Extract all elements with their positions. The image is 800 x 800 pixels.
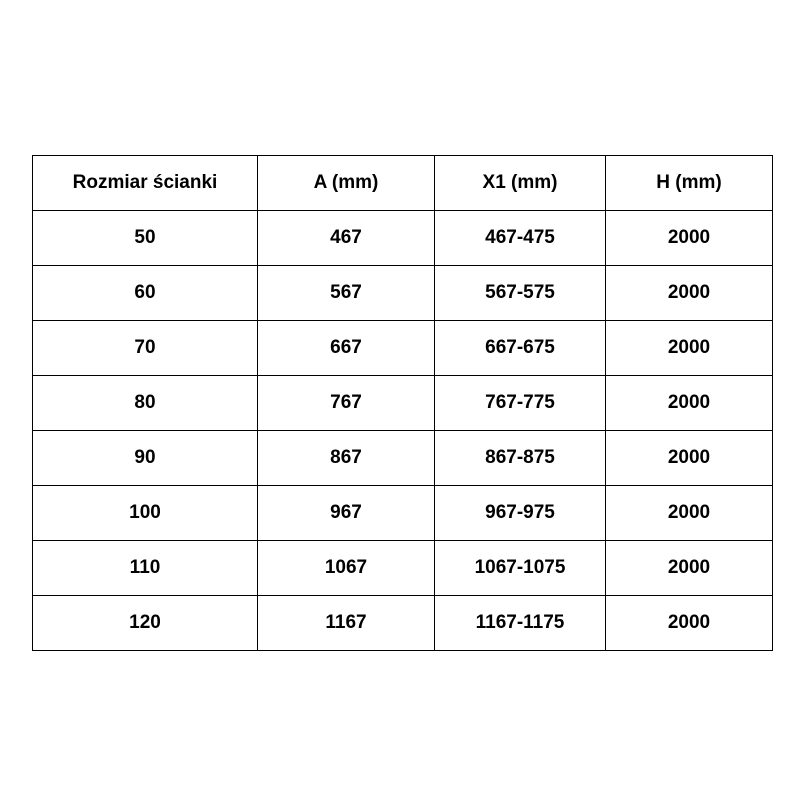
table-row [33, 376, 773, 431]
column-header-a: A (mm) [258, 156, 435, 211]
cell-size: 100 [33, 486, 258, 541]
cell-h: 2000 [606, 596, 773, 651]
cell-a: 867 [258, 431, 435, 486]
cell-x1: 467-475 [435, 211, 606, 266]
column-header-x1: X1 (mm) [435, 156, 606, 211]
cell-h: 2000 [606, 211, 773, 266]
cell-size: 110 [33, 541, 258, 596]
cell-h: 2000 [606, 541, 773, 596]
column-header-size: Rozmiar ścianki [33, 156, 258, 211]
cell-h: 2000 [606, 376, 773, 431]
cell-h: 2000 [606, 266, 773, 321]
table-row [33, 266, 773, 321]
cell-size: 60 [33, 266, 258, 321]
cell-size: 70 [33, 321, 258, 376]
table-header [33, 156, 773, 211]
cell-a: 667 [258, 321, 435, 376]
cell-x1: 1067-1075 [435, 541, 606, 596]
column-header-h: H (mm) [606, 156, 773, 211]
table-row [33, 211, 773, 266]
cell-x1: 967-975 [435, 486, 606, 541]
cell-x1: 667-675 [435, 321, 606, 376]
cell-size: 50 [33, 211, 258, 266]
table-row [33, 431, 773, 486]
cell-a: 467 [258, 211, 435, 266]
table-row [33, 541, 773, 596]
table-header-row [33, 156, 773, 211]
table-row [33, 486, 773, 541]
cell-h: 2000 [606, 431, 773, 486]
cell-h: 2000 [606, 321, 773, 376]
cell-x1: 1167-1175 [435, 596, 606, 651]
table-row [33, 596, 773, 651]
cell-size: 80 [33, 376, 258, 431]
cell-x1: 867-875 [435, 431, 606, 486]
cell-a: 967 [258, 486, 435, 541]
cell-a: 567 [258, 266, 435, 321]
cell-a: 767 [258, 376, 435, 431]
cell-x1: 567-575 [435, 266, 606, 321]
cell-a: 1067 [258, 541, 435, 596]
cell-size: 90 [33, 431, 258, 486]
dimensions-table [32, 155, 773, 651]
cell-a: 1167 [258, 596, 435, 651]
cell-x1: 767-775 [435, 376, 606, 431]
table-row [33, 321, 773, 376]
table-body [33, 211, 773, 651]
cell-h: 2000 [606, 486, 773, 541]
cell-size: 120 [33, 596, 258, 651]
